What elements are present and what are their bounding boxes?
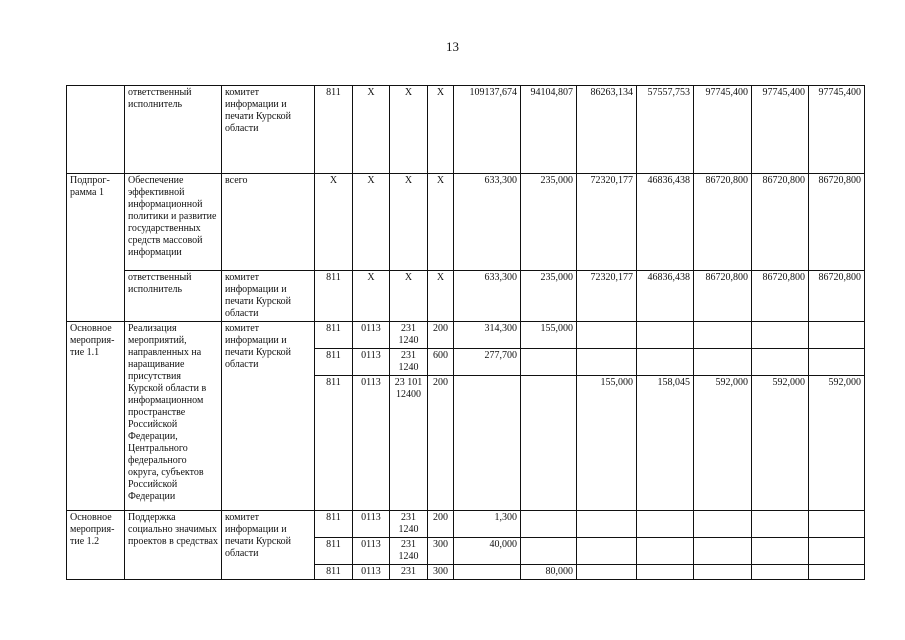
value-cell: 86720,800 bbox=[809, 174, 865, 271]
org-cell: комитет информации и печати Курской области bbox=[222, 86, 315, 174]
value-cell bbox=[694, 349, 752, 376]
budget-table bbox=[66, 85, 865, 580]
value-cell bbox=[809, 565, 865, 580]
rzpr-cell: X bbox=[353, 86, 390, 174]
vr-cell: 600 bbox=[428, 349, 454, 376]
csr-cell: 231 1240 bbox=[390, 349, 428, 376]
csr-cell: 231 1240 bbox=[390, 511, 428, 538]
org-cell: комитет информации и печати Курской области bbox=[222, 322, 315, 511]
value-cell bbox=[637, 349, 694, 376]
table-row bbox=[67, 511, 865, 538]
value-cell: 72320,177 bbox=[577, 174, 637, 271]
value-cell bbox=[809, 538, 865, 565]
rzpr-cell: 0113 bbox=[353, 511, 390, 538]
value-cell: 46836,438 bbox=[637, 271, 694, 322]
value-cell bbox=[752, 322, 809, 349]
rzpr-cell: 0113 bbox=[353, 565, 390, 580]
value-cell: 592,000 bbox=[694, 376, 752, 511]
value-cell: 592,000 bbox=[809, 376, 865, 511]
value-cell bbox=[752, 565, 809, 580]
csr-cell: X bbox=[390, 271, 428, 322]
vr-cell: 300 bbox=[428, 565, 454, 580]
grbs-cell: 811 bbox=[315, 376, 353, 511]
status-cell: Основное мероприя-тие 1.2 bbox=[67, 511, 125, 580]
grbs-cell: X bbox=[315, 174, 353, 271]
role-cell: ответственный исполнитель bbox=[125, 86, 222, 174]
value-cell: 314,300 bbox=[454, 322, 521, 349]
value-cell: 86720,800 bbox=[809, 271, 865, 322]
value-cell: 40,000 bbox=[454, 538, 521, 565]
value-cell: 235,000 bbox=[521, 271, 577, 322]
status-cell: Подпрог-рамма 1 bbox=[67, 174, 125, 322]
value-cell: 86720,800 bbox=[694, 271, 752, 322]
value-cell bbox=[809, 349, 865, 376]
value-cell bbox=[637, 538, 694, 565]
value-cell: 155,000 bbox=[577, 376, 637, 511]
role-cell: ответственный исполнитель bbox=[125, 271, 222, 322]
value-cell: 109137,674 bbox=[454, 86, 521, 174]
value-cell: 97745,400 bbox=[752, 86, 809, 174]
grbs-cell: 811 bbox=[315, 511, 353, 538]
value-cell bbox=[637, 322, 694, 349]
name-cell: Поддержка социально значимых проектов в средствах bbox=[125, 511, 222, 580]
vr-cell: X bbox=[428, 271, 454, 322]
value-cell bbox=[809, 322, 865, 349]
rzpr-cell: X bbox=[353, 174, 390, 271]
vr-cell: 200 bbox=[428, 322, 454, 349]
org-cell: комитет информации и печати Курской области bbox=[222, 271, 315, 322]
grbs-cell: 811 bbox=[315, 86, 353, 174]
vr-cell: X bbox=[428, 174, 454, 271]
value-cell bbox=[694, 511, 752, 538]
name-cell: Обеспечение эффективной информационной политики и развитие государственных средств массовой информации bbox=[125, 174, 222, 271]
value-cell bbox=[577, 322, 637, 349]
value-cell bbox=[577, 349, 637, 376]
value-cell bbox=[577, 565, 637, 580]
value-cell: 86263,134 bbox=[577, 86, 637, 174]
status-cell: Основное мероприя-тие 1.1 bbox=[67, 322, 125, 511]
value-cell bbox=[454, 376, 521, 511]
csr-cell: 23 101 12400 bbox=[390, 376, 428, 511]
csr-cell: X bbox=[390, 174, 428, 271]
value-cell bbox=[694, 565, 752, 580]
table-row bbox=[67, 271, 865, 322]
table-row bbox=[67, 322, 865, 349]
value-cell bbox=[637, 511, 694, 538]
value-cell bbox=[809, 511, 865, 538]
value-cell: 86720,800 bbox=[752, 174, 809, 271]
value-cell: 633,300 bbox=[454, 174, 521, 271]
value-cell: 94104,807 bbox=[521, 86, 577, 174]
value-cell: 1,300 bbox=[454, 511, 521, 538]
grbs-cell: 811 bbox=[315, 349, 353, 376]
value-cell bbox=[521, 376, 577, 511]
rzpr-cell: X bbox=[353, 271, 390, 322]
grbs-cell: 811 bbox=[315, 271, 353, 322]
value-cell bbox=[521, 349, 577, 376]
value-cell bbox=[454, 565, 521, 580]
rzpr-cell: 0113 bbox=[353, 376, 390, 511]
value-cell: 155,000 bbox=[521, 322, 577, 349]
value-cell bbox=[637, 565, 694, 580]
value-cell bbox=[752, 349, 809, 376]
rzpr-cell: 0113 bbox=[353, 322, 390, 349]
value-cell bbox=[752, 538, 809, 565]
rzpr-cell: 0113 bbox=[353, 349, 390, 376]
value-cell bbox=[752, 511, 809, 538]
vr-cell: 200 bbox=[428, 511, 454, 538]
value-cell: 158,045 bbox=[637, 376, 694, 511]
value-cell bbox=[577, 538, 637, 565]
value-cell: 97745,400 bbox=[809, 86, 865, 174]
value-cell bbox=[577, 511, 637, 538]
value-cell bbox=[521, 538, 577, 565]
csr-cell: 231 bbox=[390, 565, 428, 580]
value-cell: 86720,800 bbox=[752, 271, 809, 322]
csr-cell: 231 1240 bbox=[390, 538, 428, 565]
value-cell: 633,300 bbox=[454, 271, 521, 322]
csr-cell: X bbox=[390, 86, 428, 174]
page-number: 13 bbox=[446, 39, 459, 54]
csr-cell: 231 1240 bbox=[390, 322, 428, 349]
vr-cell: 300 bbox=[428, 538, 454, 565]
value-cell: 57557,753 bbox=[637, 86, 694, 174]
vr-cell: 200 bbox=[428, 376, 454, 511]
grbs-cell: 811 bbox=[315, 538, 353, 565]
value-cell: 277,700 bbox=[454, 349, 521, 376]
table-row bbox=[67, 86, 865, 174]
rzpr-cell: 0113 bbox=[353, 538, 390, 565]
value-cell bbox=[521, 511, 577, 538]
value-cell: 86720,800 bbox=[694, 174, 752, 271]
value-cell: 80,000 bbox=[521, 565, 577, 580]
vr-cell: X bbox=[428, 86, 454, 174]
table-row bbox=[67, 174, 865, 271]
grbs-cell: 811 bbox=[315, 565, 353, 580]
value-cell: 72320,177 bbox=[577, 271, 637, 322]
status-cell bbox=[67, 86, 125, 174]
value-cell: 46836,438 bbox=[637, 174, 694, 271]
name-cell: Реализация мероприятий, направленных на наращивание присутствия Курской области в информационном пространстве Российской Федерации, Центрального федерального округа, субъектов Российской Федерации bbox=[125, 322, 222, 511]
value-cell: 235,000 bbox=[521, 174, 577, 271]
org-cell: комитет информации и печати Курской области bbox=[222, 511, 315, 580]
grbs-cell: 811 bbox=[315, 322, 353, 349]
value-cell bbox=[694, 322, 752, 349]
value-cell bbox=[694, 538, 752, 565]
org-cell: всего bbox=[222, 174, 315, 271]
value-cell: 592,000 bbox=[752, 376, 809, 511]
value-cell: 97745,400 bbox=[694, 86, 752, 174]
